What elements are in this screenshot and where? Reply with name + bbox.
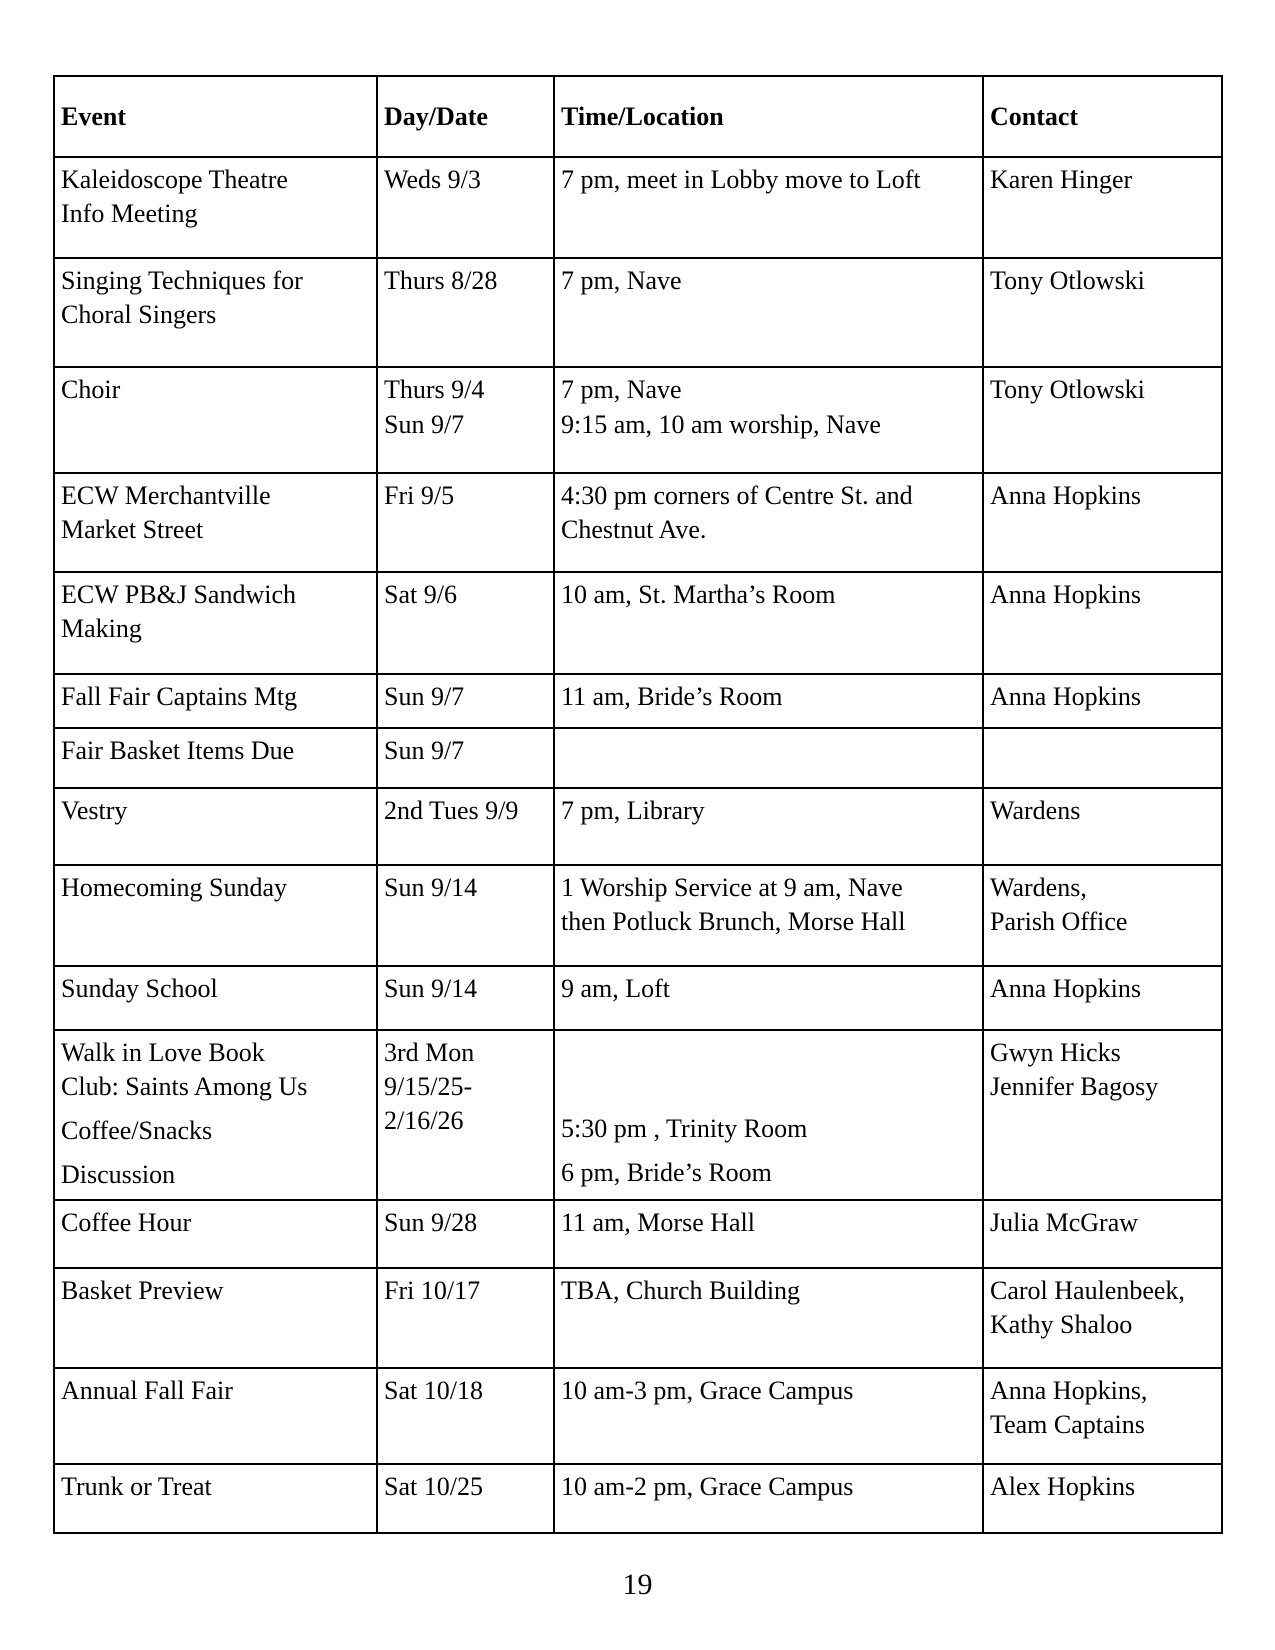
time-location-cell xyxy=(554,865,983,966)
day-date-cell-line: Sun 9/28 xyxy=(384,1208,478,1237)
contact-cell-line: Anna Hopkins xyxy=(990,974,1141,1003)
event-cell xyxy=(54,1368,377,1464)
header-contact: Contact xyxy=(983,76,1222,157)
event-cell-line: ECW Merchantville xyxy=(61,481,271,510)
event-cell xyxy=(54,1464,377,1533)
header-day-date: Day/Date xyxy=(377,76,554,157)
day-date-cell-line: 2/16/26 xyxy=(384,1106,464,1135)
event-cell-line: Coffee/Snacks xyxy=(61,1116,213,1145)
contact-cell xyxy=(983,1464,1222,1533)
day-date-cell-line: Thurs 8/28 xyxy=(384,266,498,295)
table-row xyxy=(54,367,1222,473)
time-location-cell xyxy=(554,473,983,572)
page-number: 19 xyxy=(622,1568,653,1601)
table-row xyxy=(54,966,1222,1030)
time-location-cell-line: 6 pm, Bride’s Room xyxy=(561,1158,772,1187)
event-cell xyxy=(54,674,377,728)
event-cell-line: Club: Saints Among Us xyxy=(61,1072,308,1101)
table-row xyxy=(54,258,1222,367)
day-date-cell-line: Fri 10/17 xyxy=(384,1276,481,1305)
time-location-cell xyxy=(554,728,983,788)
event-cell-line: Choir xyxy=(61,375,121,404)
day-date-cell xyxy=(377,674,554,728)
event-cell-line: Kaleidoscope Theatre xyxy=(61,165,288,194)
time-location-cell-line: 11 am, Bride’s Room xyxy=(561,682,783,711)
time-location-cell-line: 7 pm, meet in Lobby move to Loft xyxy=(561,165,921,194)
event-cell xyxy=(54,473,377,572)
event-cell xyxy=(54,728,377,788)
time-location-cell xyxy=(554,1464,983,1533)
contact-cell-line: Anna Hopkins, xyxy=(990,1376,1148,1405)
day-date-cell xyxy=(377,865,554,966)
day-date-cell xyxy=(377,1464,554,1533)
contact-cell-line: Tony Otlowski xyxy=(990,375,1145,404)
time-location-cell-line: 4:30 pm corners of Centre St. and xyxy=(561,481,913,510)
table-row xyxy=(54,572,1222,674)
event-cell-line: Making xyxy=(61,614,142,643)
time-location-cell-line: 7 pm, Nave xyxy=(561,375,682,404)
contact-cell xyxy=(983,788,1222,865)
contact-cell xyxy=(983,473,1222,572)
event-cell xyxy=(54,258,377,367)
contact-cell-line: Wardens, xyxy=(990,873,1087,902)
day-date-cell xyxy=(377,473,554,572)
day-date-cell-line: Fri 9/5 xyxy=(384,481,455,510)
event-cell-line: Discussion xyxy=(61,1160,176,1189)
event-cell xyxy=(54,865,377,966)
day-date-cell-line: Sun 9/7 xyxy=(384,736,465,765)
time-location-cell-line: 10 am-2 pm, Grace Campus xyxy=(561,1472,854,1501)
event-cell-line: Fair Basket Items Due xyxy=(61,736,295,765)
time-location-cell-line xyxy=(561,1036,976,1070)
event-cell-line: Fall Fair Captains Mtg xyxy=(61,682,298,711)
table-row xyxy=(54,1464,1222,1533)
event-cell xyxy=(54,572,377,674)
table-row xyxy=(54,473,1222,572)
day-date-cell-line: Sun 9/14 xyxy=(384,974,478,1003)
table-row xyxy=(54,674,1222,728)
event-cell xyxy=(54,1030,377,1200)
table-row xyxy=(54,1030,1222,1200)
event-cell-line: Choral Singers xyxy=(61,300,217,329)
day-date-cell xyxy=(377,788,554,865)
time-location-cell xyxy=(554,788,983,865)
day-date-cell xyxy=(377,258,554,367)
time-location-cell xyxy=(554,1200,983,1268)
day-date-cell xyxy=(377,572,554,674)
day-date-cell-line: Sat 10/18 xyxy=(384,1376,483,1405)
contact-cell-line: Anna Hopkins xyxy=(990,682,1141,711)
contact-cell xyxy=(983,728,1222,788)
event-cell xyxy=(54,157,377,258)
header-time-location: Time/Location xyxy=(554,76,983,157)
contact-cell xyxy=(983,1368,1222,1464)
contact-cell-line: Kathy Shaloo xyxy=(990,1310,1133,1339)
day-date-cell xyxy=(377,728,554,788)
time-location-cell-line: 9:15 am, 10 am worship, Nave xyxy=(561,410,881,439)
event-cell-line: Sunday School xyxy=(61,974,218,1003)
time-location-cell xyxy=(554,1030,983,1200)
day-date-cell-line: Sun 9/7 xyxy=(384,410,465,439)
time-location-cell xyxy=(554,367,983,473)
day-date-cell xyxy=(377,1268,554,1368)
time-location-cell xyxy=(554,674,983,728)
time-location-cell xyxy=(554,1368,983,1464)
event-cell xyxy=(54,367,377,473)
event-cell-line: Info Meeting xyxy=(61,199,198,228)
time-location-cell xyxy=(554,1268,983,1368)
table-row xyxy=(54,728,1222,788)
time-location-cell-line: TBA, Church Building xyxy=(561,1276,801,1305)
event-cell-line: Vestry xyxy=(61,796,128,825)
event-cell xyxy=(54,1200,377,1268)
day-date-cell-line: Sat 10/25 xyxy=(384,1472,483,1501)
table-row xyxy=(54,865,1222,966)
contact-cell xyxy=(983,674,1222,728)
day-date-cell xyxy=(377,157,554,258)
table-body xyxy=(54,157,1222,1533)
contact-cell xyxy=(983,258,1222,367)
day-date-cell xyxy=(377,367,554,473)
time-location-cell-line: 9 am, Loft xyxy=(561,974,671,1003)
time-location-cell-line: 1 Worship Service at 9 am, Nave xyxy=(561,873,903,902)
day-date-cell xyxy=(377,1200,554,1268)
contact-cell-line: Anna Hopkins xyxy=(990,580,1141,609)
contact-cell xyxy=(983,865,1222,966)
day-date-cell-line: Weds 9/3 xyxy=(384,165,481,194)
time-location-cell xyxy=(554,966,983,1030)
day-date-cell xyxy=(377,1030,554,1200)
time-location-cell-line: 10 am-3 pm, Grace Campus xyxy=(561,1376,854,1405)
time-location-cell xyxy=(554,572,983,674)
event-cell-line: Walk in Love Book xyxy=(61,1038,265,1067)
time-location-cell-line: then Potluck Brunch, Morse Hall xyxy=(561,907,906,936)
day-date-cell-line: Sat 9/6 xyxy=(384,580,457,609)
contact-cell-line: Tony Otlowski xyxy=(990,266,1145,295)
contact-cell xyxy=(983,966,1222,1030)
contact-cell-line: Anna Hopkins xyxy=(990,481,1141,510)
contact-cell-line: Parish Office xyxy=(990,907,1128,936)
table-row xyxy=(54,1268,1222,1368)
time-location-cell-line: 11 am, Morse Hall xyxy=(561,1208,755,1237)
day-date-cell xyxy=(377,1368,554,1464)
time-location-cell-line: Chestnut Ave. xyxy=(561,515,707,544)
table-row xyxy=(54,788,1222,865)
day-date-cell-line: Thurs 9/4 xyxy=(384,375,485,404)
event-cell xyxy=(54,788,377,865)
table-row xyxy=(54,1368,1222,1464)
contact-cell xyxy=(983,572,1222,674)
contact-cell xyxy=(983,1030,1222,1200)
contact-cell-line: Carol Haulenbeek, xyxy=(990,1276,1185,1305)
contact-cell xyxy=(983,1268,1222,1368)
table-row xyxy=(54,1200,1222,1268)
contact-cell-line: Wardens xyxy=(990,796,1081,825)
contact-cell xyxy=(983,367,1222,473)
time-location-cell-line xyxy=(561,1070,976,1104)
event-cell-line: Homecoming Sunday xyxy=(61,873,288,902)
day-date-cell-line: Sun 9/7 xyxy=(384,682,465,711)
time-location-cell-line: 10 am, St. Martha’s Room xyxy=(561,580,836,609)
event-cell-line: Trunk or Treat xyxy=(61,1472,212,1501)
event-cell xyxy=(54,966,377,1030)
contact-cell-line: Gwyn Hicks xyxy=(990,1038,1121,1067)
day-date-cell-line: 3rd Mon xyxy=(384,1038,475,1067)
event-cell-line: Singing Techniques for xyxy=(61,266,303,295)
event-cell-line: Market Street xyxy=(61,515,204,544)
contact-cell-line: Team Captains xyxy=(990,1410,1145,1439)
event-cell-line: ECW PB&J Sandwich xyxy=(61,580,296,609)
time-location-cell xyxy=(554,258,983,367)
day-date-cell xyxy=(377,966,554,1030)
event-cell xyxy=(54,1268,377,1368)
contact-cell xyxy=(983,1200,1222,1268)
day-date-cell-line: Sun 9/14 xyxy=(384,873,478,902)
contact-cell-line: Karen Hinger xyxy=(990,165,1133,194)
event-cell-line: Annual Fall Fair xyxy=(61,1376,233,1405)
event-cell-line: Coffee Hour xyxy=(61,1208,192,1237)
time-location-cell-line: 7 pm, Nave xyxy=(561,266,682,295)
table-row xyxy=(54,157,1222,258)
event-schedule-table xyxy=(53,75,1223,1534)
contact-cell-line: Alex Hopkins xyxy=(990,1472,1136,1501)
header-event: Event xyxy=(54,76,377,157)
time-location-cell xyxy=(554,157,983,258)
contact-cell xyxy=(983,157,1222,258)
time-location-cell-line: 5:30 pm , Trinity Room xyxy=(561,1114,808,1143)
contact-cell-line: Julia McGraw xyxy=(990,1208,1139,1237)
time-location-cell-line: 7 pm, Library xyxy=(561,796,705,825)
event-cell-line: Basket Preview xyxy=(61,1276,224,1305)
day-date-cell-line: 9/15/25- xyxy=(384,1072,473,1101)
contact-cell-line: Jennifer Bagosy xyxy=(990,1072,1159,1101)
table-header-row xyxy=(54,76,1222,157)
day-date-cell-line: 2nd Tues 9/9 xyxy=(384,796,519,825)
